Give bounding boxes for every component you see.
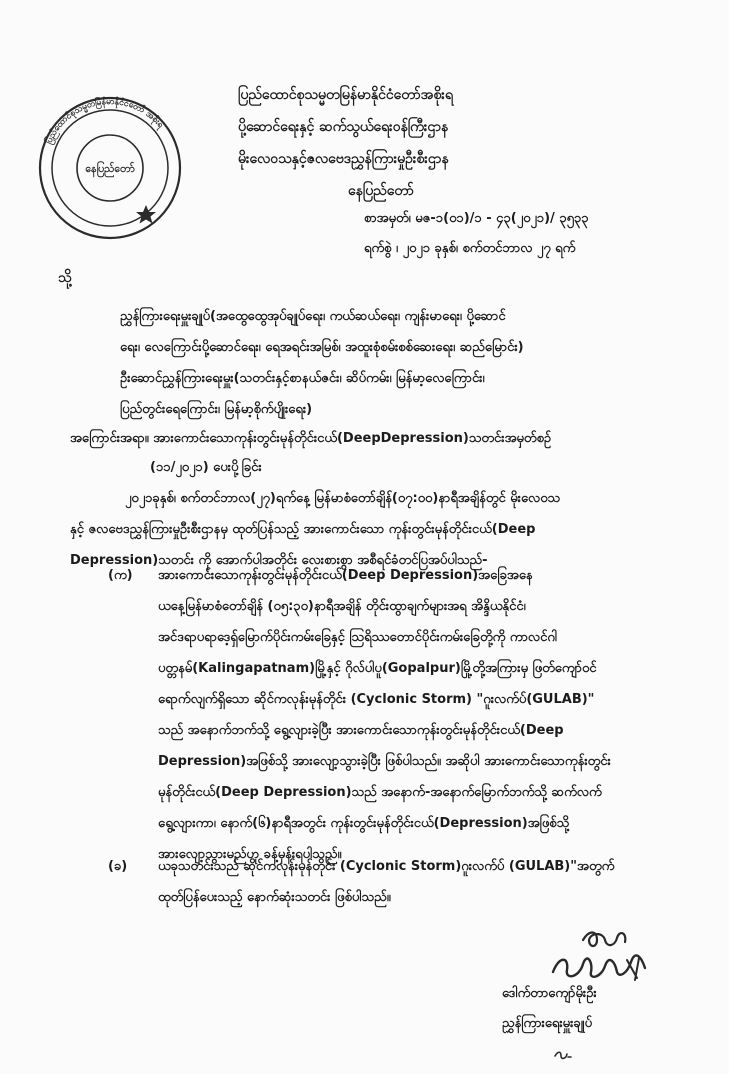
- initial-mark: [553, 1048, 573, 1062]
- subject-line: အကြောင်းအရာ။ အားကောင်းသောကုန်းတွင်းမုန်တိုင်းငယ်(DeepDepression)သတင်းအမှတ်စဉ်: [70, 431, 552, 446]
- item-a: [108, 567, 708, 877]
- letter-meta: [364, 210, 704, 270]
- item-a-line: မုန်တိုင်းငယ်(Deep Depression)သည် အနောက်-အနောက်မြောက်ဘက်သို့ ဆက်လက်: [158, 785, 602, 800]
- item-a-body: [158, 567, 708, 877]
- handwritten-signature: [545, 920, 665, 990]
- recipient-line: ရေး၊ လေကြောင်းပို့ဆောင်ရေး၊ ရေအရင်းအမြစ်၊ အထူးစုံစမ်းစစ်ဆေးရေး၊ ဆည်မြောင်း): [120, 340, 524, 355]
- signature-block: [502, 985, 597, 1045]
- item-a-line: အားကောင်းသောကုန်းတွင်းမုန်တိုင်းငယ်(Deep Depression)အခြေအနေ: [158, 568, 533, 583]
- intro-line: Depression)သတင်း ကို အောက်ပါအတိုင်း လေးစားစွာ အစီရင်ခံတင်ပြအပ်ပါသည်-: [70, 553, 488, 568]
- signatory-name: ဒေါက်တာကျော်မိုးဦး: [502, 986, 597, 1001]
- header-ministry: ပို့ဆောင်ရေးနှင့် ဆက်သွယ်ရေးဝန်ကြီးဌာန: [238, 119, 449, 135]
- item-a-line: ရွေ့လျားကာ၊ နောက်(၆)နာရီအတွင်း ကုန်းတွင်းမုန်တိုင်းငယ်(Depression)အဖြစ်သို့: [158, 816, 570, 831]
- item-a-line: သည် အနောက်ဘက်သို့ ရွေ့လျားခဲ့ပြီး အားကောင်းသောကုန်းတွင်းမုန်တိုင်းငယ်(Deep: [158, 723, 564, 738]
- item-a-line: ပတ္တနမ်(Kalingapatnam)မြို့နှင့် ဂိုလ်ပါပူ(Gopalpur)မြို့တို့အကြားမှ ဖြတ်ကျော်ဝင်: [158, 661, 597, 676]
- item-b-line: ယခုသတင်းသည် ဆိုင်ကလုန်းမုန်တိုင်း (Cyclonic Storm)ဂူးလက်ပ် (GULAB)"အတွက်: [158, 859, 615, 874]
- letter-date: ရက်စွဲ ၊ ၂၀၂၁ ခုနှစ်၊ စက်တင်ဘာလ ၂၇ ရက်: [364, 241, 576, 256]
- recipient-line: ညွှန်ကြားရေးမှူးချုပ်(အထွေထွေအုပ်ချုပ်ရေး၊ ကယ်ဆယ်ရေး၊ ကျန်းမာရေး၊ ပို့ဆောင်: [120, 309, 506, 324]
- recipient-line: ပြည်တွင်းရေကြောင်း၊ မြန်မာ့စိုက်ပျိုးရေး): [120, 402, 313, 417]
- svg-text:နေပြည်တော်: နေပြည်တော်: [85, 163, 135, 175]
- item-a-line: ရောက်လျက်ရှိသော ဆိုင်ကလုန်းမုန်တိုင်း (Cyclonic Storm) "ဂူးလက်ပ်(GULAB)": [158, 692, 595, 707]
- intro-line: နှင့် ဇလဗေဒညွှန်ကြားမှုဦးစီးဌာနမှ ထုတ်ပြန်သည့် အားကောင်းသော ကုန်းတွင်းမုန်တိုင်းငယ်(Deep: [70, 522, 536, 537]
- item-a-label: (က): [108, 568, 133, 583]
- subject-block: [70, 430, 700, 488]
- to-label: သို့: [58, 270, 72, 286]
- item-b-line: ထုတ်ပြန်ပေးသည့် နောက်ဆုံးသတင်း ဖြစ်ပါသည်။: [158, 890, 391, 905]
- intro-line: ၂၀၂၁ခုနှစ်၊ စက်တင်ဘာလ(၂၇)ရက်နေ့ မြန်မာစံတော်ချိန်(၀၇:၀၀)နာရီအချိန်တွင် မိုးလေဝသ: [125, 491, 561, 506]
- item-b-label: (ခ): [108, 859, 128, 874]
- recipients-block: [120, 310, 700, 434]
- item-b-body: [158, 858, 708, 920]
- recipient-line: ဦးဆောင်ညွှန်ကြားရေးမှူး(သတင်းနှင့်စာနယ်ဇင်း၊ ဆိပ်ကမ်း၊ မြန်မာ့လေကြောင်း၊: [120, 371, 485, 386]
- letterhead: [238, 88, 678, 216]
- item-a-line: Depression)အဖြစ်သို့ အားလျော့သွားခဲ့ပြီး ဖြစ်ပါသည်။ အဆိုပါ အားကောင်းသောကုန်းတွင်း: [158, 754, 611, 769]
- item-a-line: အင်ဒရာပရာဒေ့ရှ်မြောက်ပိုင်းကမ်းခြေနှင့် ဩရိဿတောင်ပိုင်းကမ်းခြေတို့ကို ကာလင်ဂါ: [158, 630, 558, 645]
- header-government: ပြည်ထောင်စုသမ္မတမြန်မာနိုင်ငံတော်အစိုးရ: [238, 87, 453, 103]
- reference-number: စာအမှတ်၊ မဇ-၁(၀၁)/၁ - ၄၃(၂၀၂၁)/ ၃၅၃၃: [364, 211, 589, 226]
- item-a-line: အားလျော့သွားမည်ဟု ခန့်မှန်းရပါသည်။: [158, 847, 342, 862]
- header-department: မိုးလေဝသနှင့်ဇလဗေဒညွှန်ကြားမှုဦးစီးဌာန: [238, 151, 449, 167]
- header-city: နေပြည်တော်: [348, 183, 414, 199]
- item-a-line: ယနေ့မြန်မာစံတော်ချိန် (၀၅:၃၀)နာရီအချိန် တိုင်းထွာချက်များအရ အိန္ဒိယနိုင်ငံ၊: [158, 599, 526, 614]
- signatory-title: ညွှန်ကြားရေးမှူးချုပ်: [502, 1016, 593, 1031]
- item-b: [108, 858, 708, 920]
- svg-text:ပြည်ထောင်စုသမ္မတမြန်မာနိုင်ငံတ: ပြည်ထောင်စုသမ္မတမြန်မာနိုင်ငံတော် အစိုးရ: [44, 96, 166, 146]
- subject-line: (၁၁/၂၀၂၁) ပေးပို့ခြင်း: [150, 460, 262, 475]
- official-seal: [30, 88, 190, 248]
